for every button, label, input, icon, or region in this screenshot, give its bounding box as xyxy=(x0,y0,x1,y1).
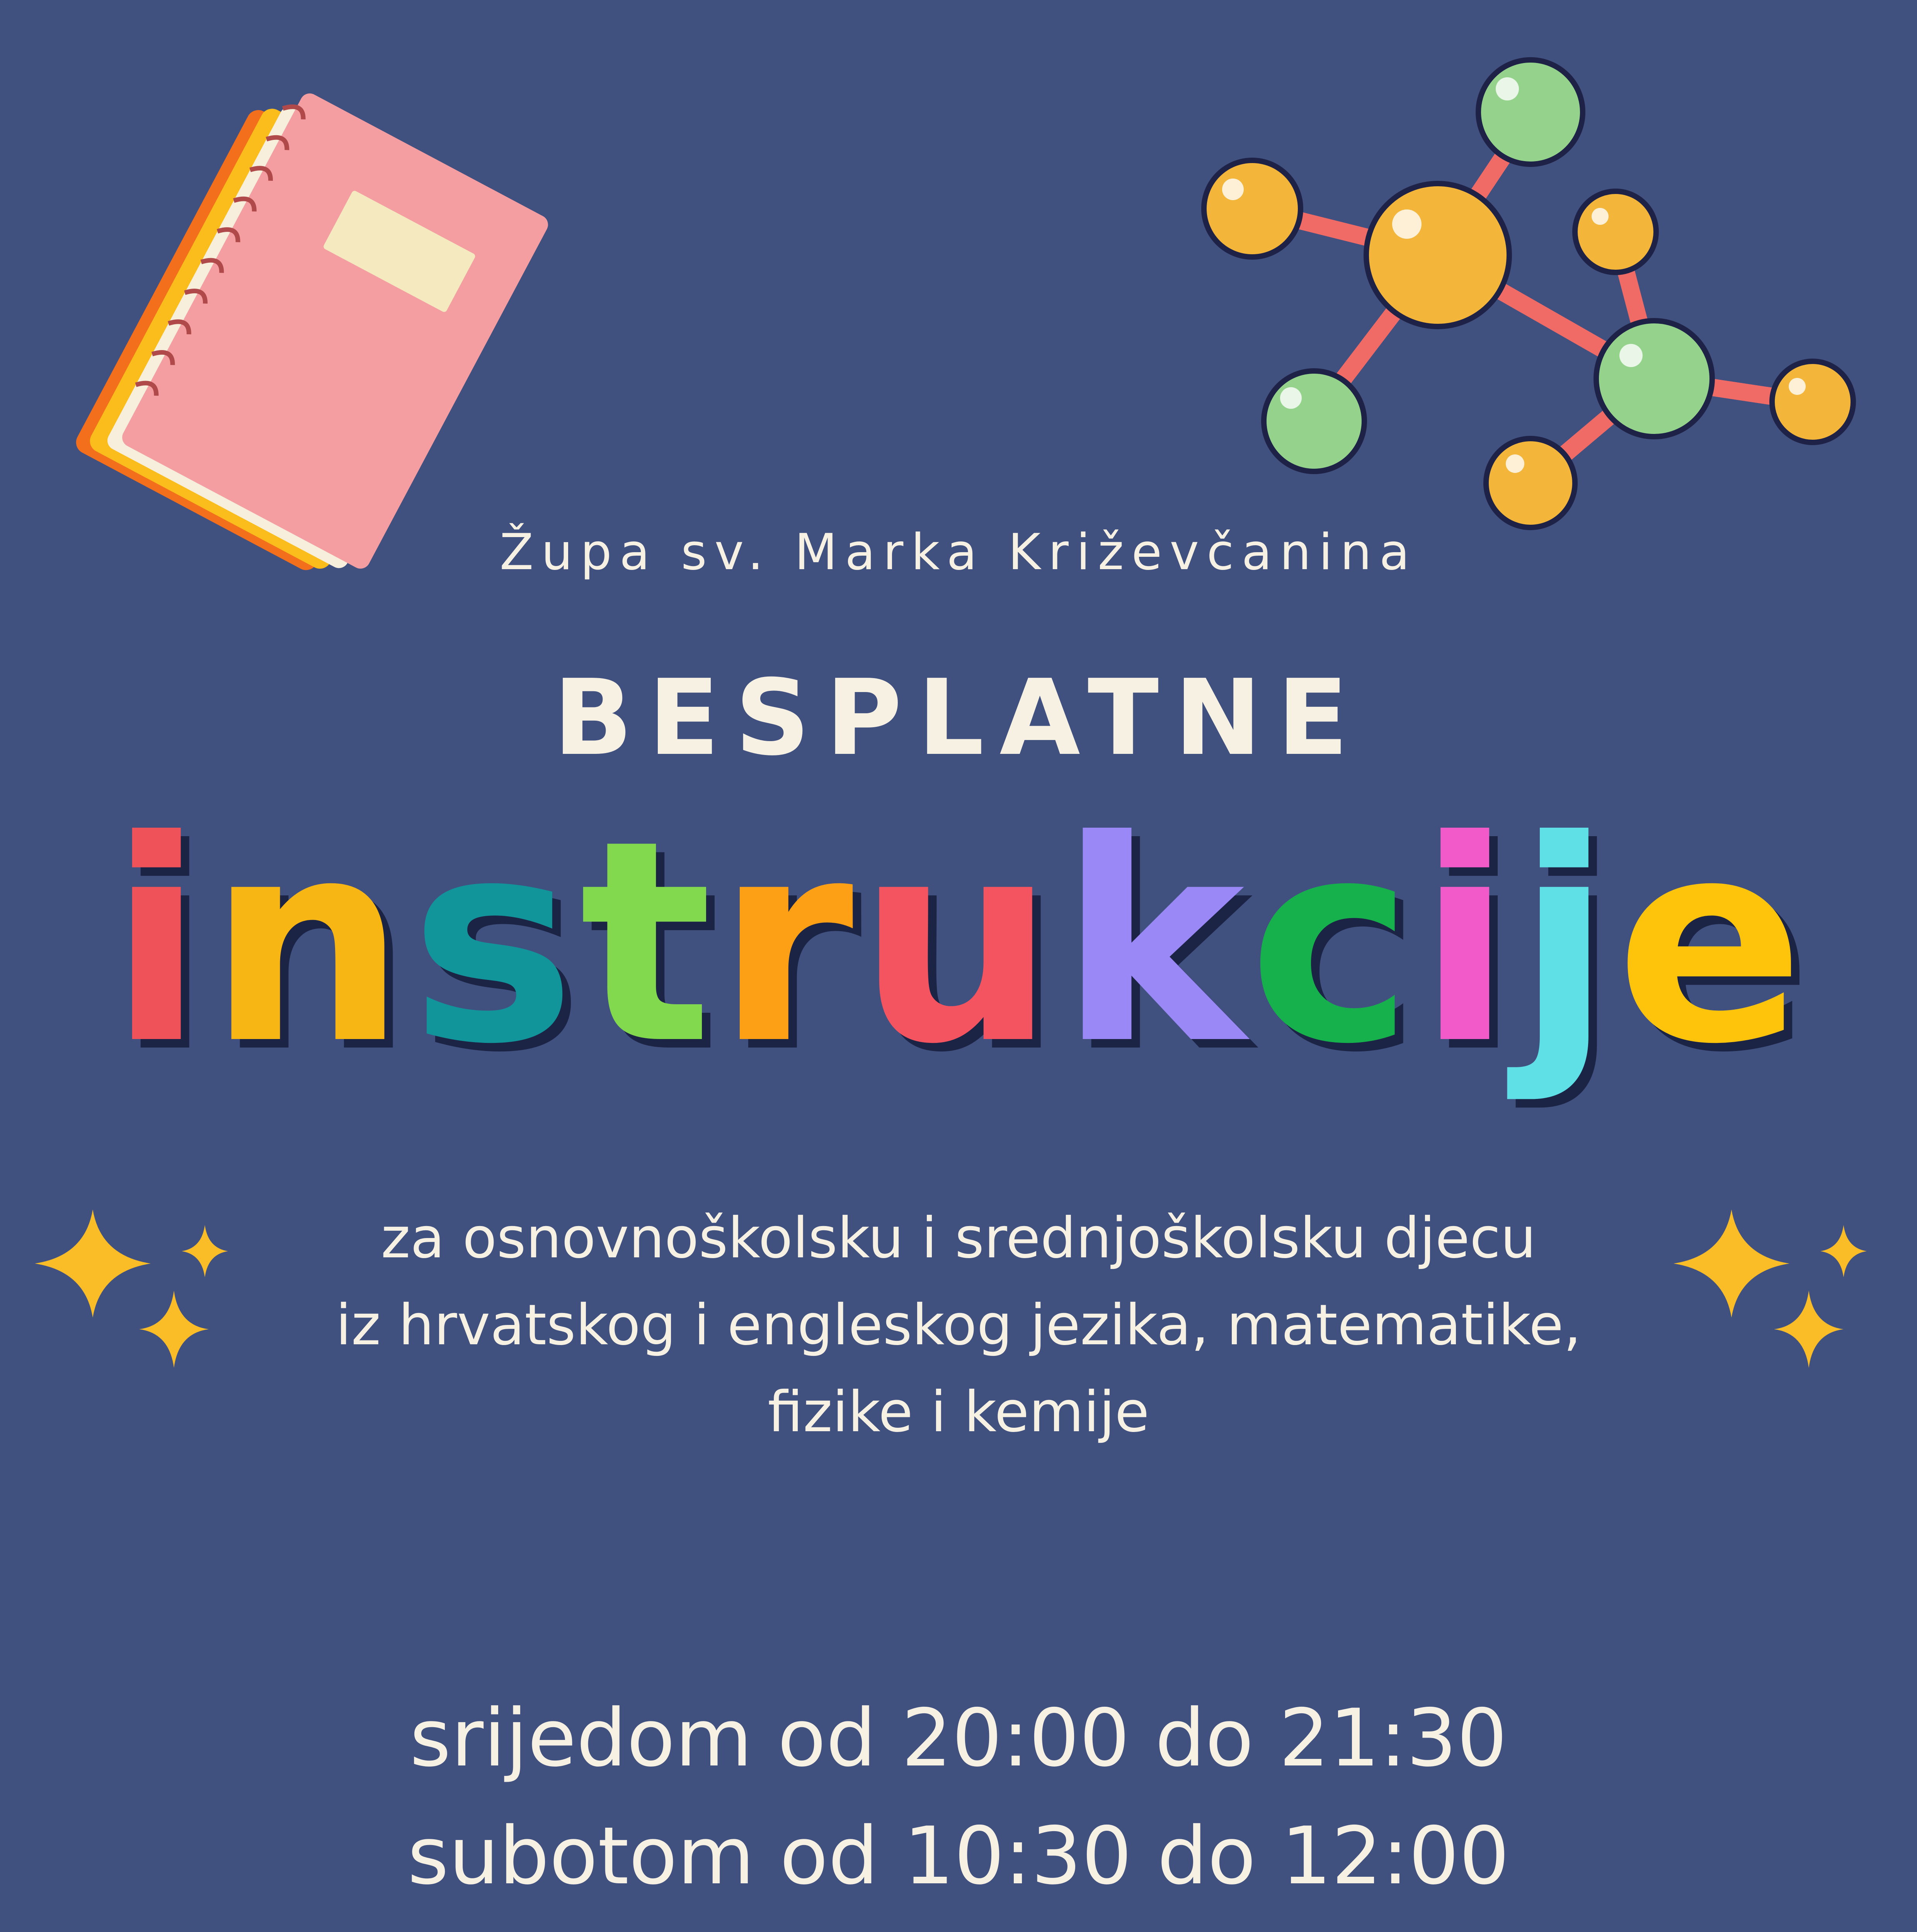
title-letter: k xyxy=(1059,781,1248,1105)
title-letter: r xyxy=(716,781,858,1105)
description-line-1: za osnovnoškolsku i srednjoškolsku djecu xyxy=(381,1206,1536,1271)
title-letter: u xyxy=(857,781,1060,1105)
description-line-2: iz hrvatskog i engleskog jezika, matematike, xyxy=(335,1293,1582,1358)
parish-name: Župa sv. Marka Križevčanina xyxy=(499,524,1418,581)
description-line-3: fizike i kemije xyxy=(768,1379,1149,1445)
page-title xyxy=(0,781,1917,1105)
schedule-line-1: srijedom od 20:00 do 21:30 xyxy=(410,1692,1507,1784)
title-letter: t xyxy=(579,781,717,1105)
title-letter: e xyxy=(1616,781,1808,1105)
molecule-icon xyxy=(1190,39,1867,541)
title-letter: i xyxy=(109,781,208,1105)
title-letter: s xyxy=(410,781,580,1105)
title-letter: n xyxy=(208,781,410,1105)
title-letter: c xyxy=(1248,781,1417,1105)
subtitle: BESPLATNE xyxy=(553,657,1364,779)
schedule-line-2: subotom od 10:30 do 12:00 xyxy=(407,1810,1510,1902)
title-letter: j xyxy=(1516,781,1616,1105)
title-letter: i xyxy=(1417,781,1517,1105)
notebooks-icon xyxy=(66,62,587,603)
